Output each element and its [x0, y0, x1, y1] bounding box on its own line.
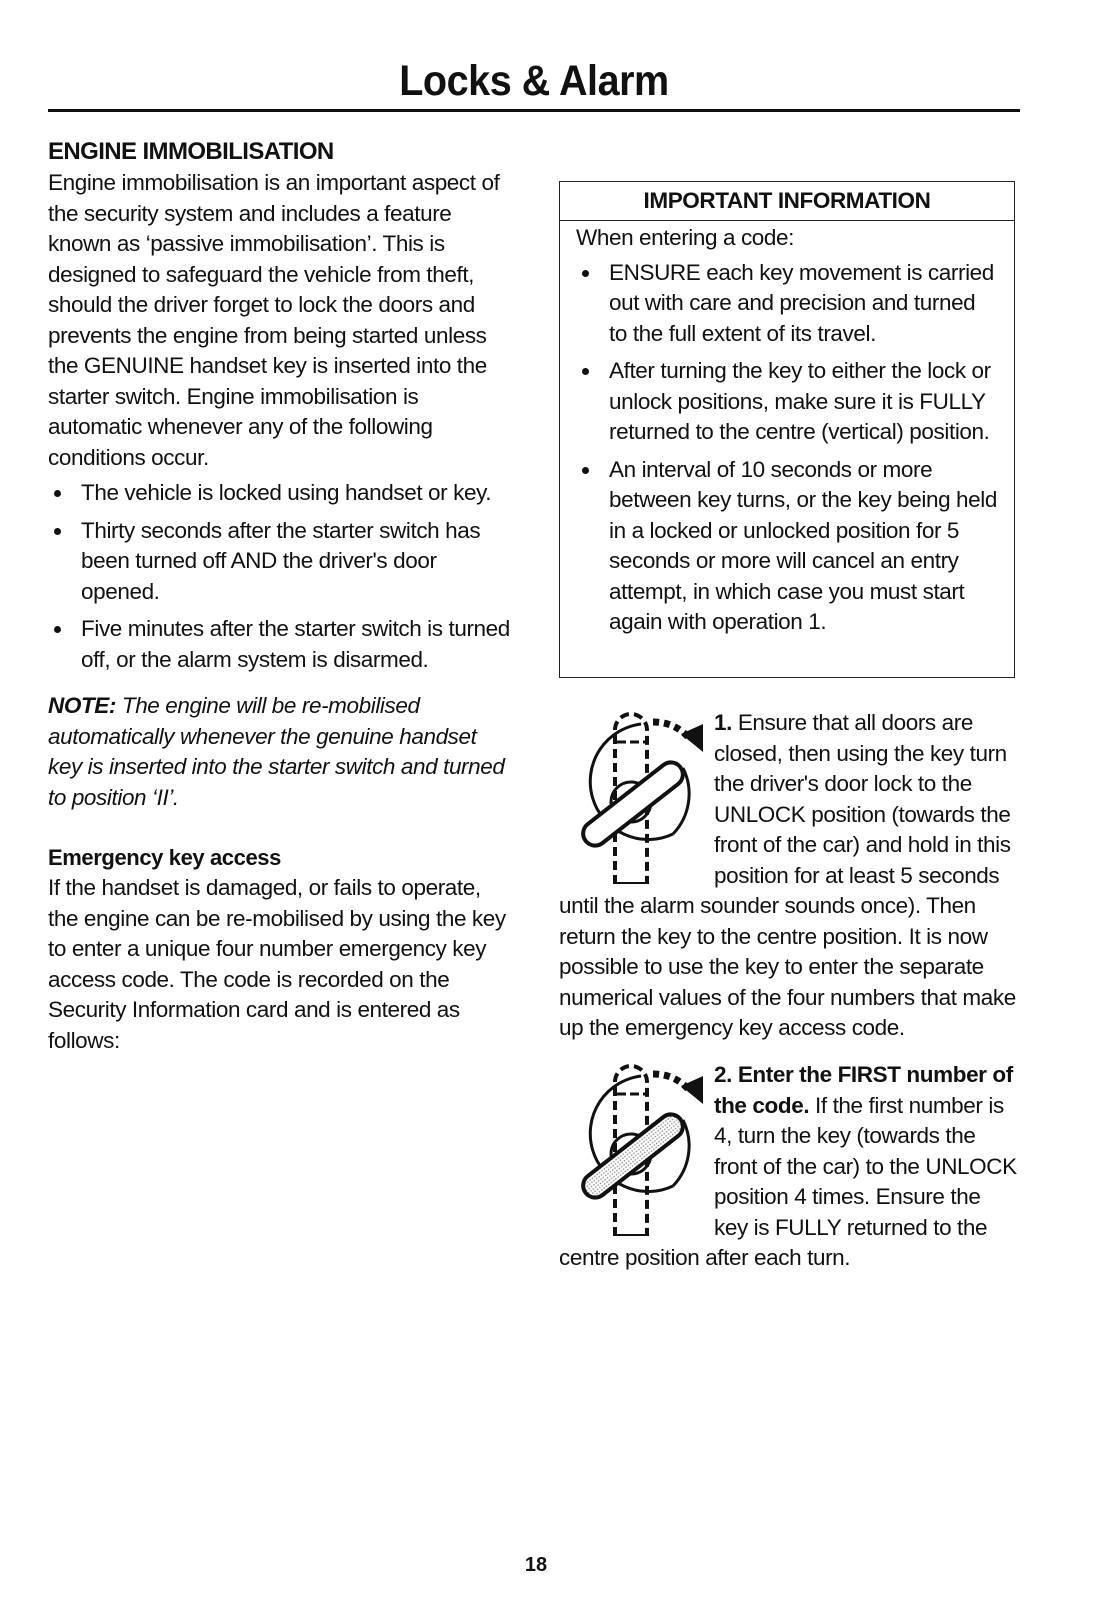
info-box-heading: IMPORTANT INFORMATION	[560, 182, 1014, 221]
title-divider	[48, 109, 1020, 112]
note-paragraph	[48, 691, 510, 813]
info-item-text: ENSURE each key movement is carried out with care and precision and turned to the full extent of its travel.	[609, 259, 994, 346]
list-item	[48, 478, 510, 509]
note-text: The engine will be re-mobilised automatically whenever the genuine handset key is inserted into the starter switch and turned to position ‘II’.	[48, 693, 505, 810]
section-heading: ENGINE IMMOBILISATION	[48, 138, 334, 165]
bullet-icon	[54, 490, 61, 497]
condition-text: Thirty seconds after the starter switch has been turned off AND the driver's door opened.	[81, 517, 481, 604]
important-information-box	[559, 181, 1015, 678]
page-title: Locks & Alarm	[399, 57, 669, 105]
list-item	[48, 614, 510, 675]
conditions-list	[48, 478, 510, 675]
info-box-body	[560, 221, 1014, 638]
right-column	[559, 181, 1015, 678]
bullet-icon	[582, 467, 589, 474]
step-text: If the first number is 4, turn the key (towards the front of the car) to the UNLOCK position 4 times. Ensure the key is FULLY returned to the centre position after each turn.	[559, 1092, 1017, 1270]
bullet-icon	[582, 368, 589, 375]
note-label: NOTE:	[48, 693, 116, 718]
bullet-icon	[54, 528, 61, 535]
list-item	[576, 258, 998, 350]
key-turn-unlock-shaded-icon	[553, 1060, 713, 1236]
list-item	[48, 516, 510, 608]
left-column	[48, 136, 510, 1056]
bullet-icon	[54, 626, 61, 633]
step-2	[559, 1060, 1019, 1274]
page-number: 18	[524, 1554, 548, 1576]
condition-text: Five minutes after the starter switch is turned off, or the alarm system is disarmed.	[81, 616, 510, 672]
info-item-text: An interval of 10 seconds or more between key turns, or the key being held in a locked or unlocked position for 5 seconds or more will cancel an entry attempt, in which case you must start again with operation 1.	[609, 456, 998, 634]
emergency-heading: Emergency key access	[48, 845, 281, 870]
info-list	[576, 258, 998, 638]
intro-paragraph: Engine immobilisation is an important aspect of the security system and includes a feature known as ‘passive immobilisation’. This is designed to safeguard the vehicle from theft, should the driver forget to lock the doors and prevents the engine from being started unless the GENUINE handset key is inserted into the starter switch. Engine immobilisation is automatic whenever any of the following conditions occur.	[48, 170, 500, 470]
info-intro: When entering a code:	[576, 225, 794, 250]
step-bold-text: Enter the FIRST number of the code.	[714, 1062, 1013, 1118]
list-item	[576, 455, 998, 638]
bullet-icon	[582, 270, 589, 277]
key-turn-unlock-icon	[553, 708, 713, 884]
step-1	[559, 708, 1019, 1044]
emergency-paragraph: If the handset is damaged, or fails to operate, the engine can be re-mobilised by using the key to enter a unique four number emergency key access code. The code is recorded on the Security Information card and is entered as follows:	[48, 875, 506, 1053]
info-item-text: After turning the key to either the lock or unlock positions, make sure it is FULLY returned to the centre (vertical) position.	[609, 358, 991, 444]
condition-text: The vehicle is locked using handset or key.	[81, 480, 492, 505]
step-text: Ensure that all doors are closed, then using the key turn the driver's door lock to the UNLOCK position (towards the front of the car) and hold in this position for at least 5 seconds until the alarm sounder sounds once). Then return the key to the centre position. It is now possible to use the key to enter the separate numerical values of the four numbers that make up the emergency key access code.	[559, 710, 1016, 1040]
step-number: 2.	[714, 1062, 732, 1087]
step-number: 1.	[714, 710, 732, 735]
list-item	[576, 356, 998, 448]
